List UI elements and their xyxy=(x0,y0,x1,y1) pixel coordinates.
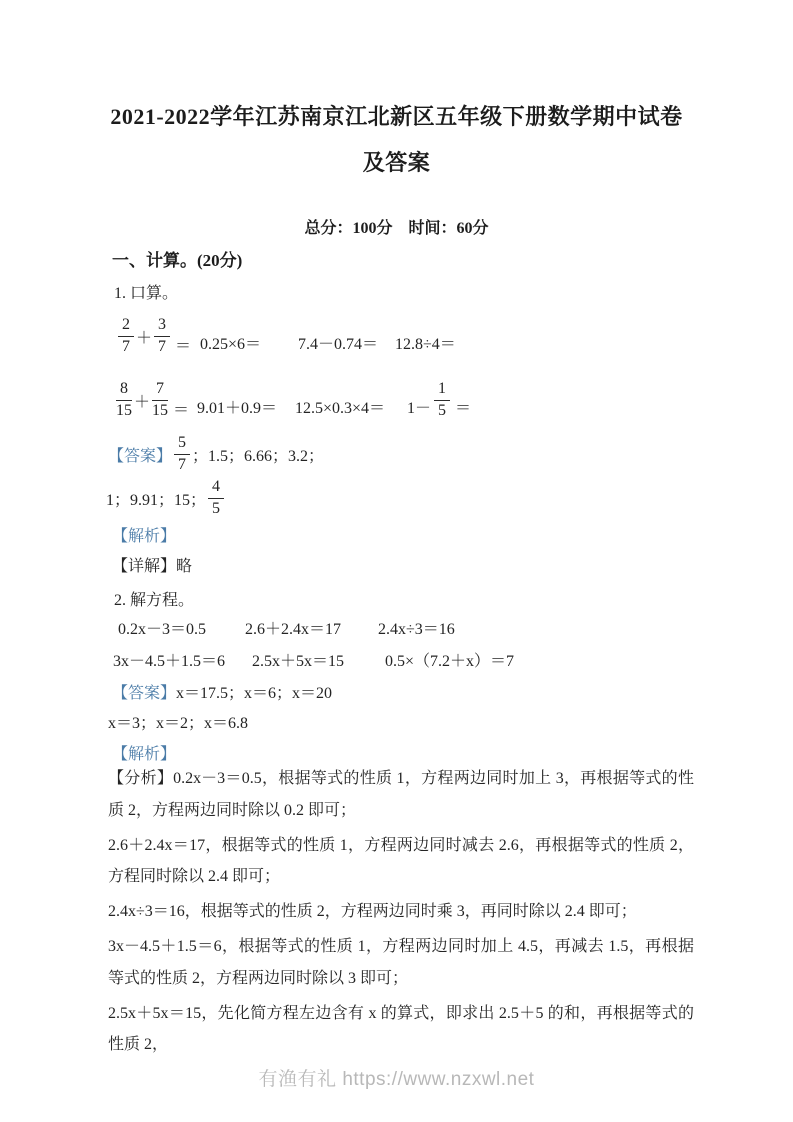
fraction-numerator: 5 xyxy=(174,434,190,454)
fraction-denominator: 5 xyxy=(212,499,221,517)
fraction-numerator: 2 xyxy=(118,316,134,336)
fraction-numerator: 7 xyxy=(152,380,168,400)
question-1-label: 1. 口算。 xyxy=(114,285,179,302)
fraction-denominator: 7 xyxy=(122,337,130,355)
fraction xyxy=(208,478,224,518)
q1-answer-line-1 xyxy=(108,430,728,478)
fraction xyxy=(116,380,132,420)
q1-answer-line-2 xyxy=(106,474,726,522)
oral-calc-item: 9.01＋0.9＝ xyxy=(197,400,278,417)
oral-calc-item: 0.25×6＝ xyxy=(200,336,262,353)
fraction-denominator: 15 xyxy=(116,401,132,419)
analysis-paragraph xyxy=(108,763,694,826)
equation: 0.2x－3＝0.5 xyxy=(118,621,207,638)
fraction-expression-2-7-plus-3-7 xyxy=(118,316,191,356)
minuend-and-minus: 1－ xyxy=(407,400,432,417)
analysis-block xyxy=(108,763,694,1064)
fraction xyxy=(152,380,168,420)
fraction-numerator: 4 xyxy=(208,478,224,498)
site-watermark: 有渔有礼 https://www.nzxwl.net xyxy=(258,1069,535,1090)
jiexi-label: 【解析】 xyxy=(112,746,177,763)
fraction-denominator: 15 xyxy=(152,401,169,419)
oral-calc-item-1-minus-1-5 xyxy=(407,380,471,420)
fraction xyxy=(434,380,450,420)
q2-answer-line-2: x＝3；x＝2；x＝6.8 xyxy=(108,715,249,732)
oral-calc-item: 12.8÷4＝ xyxy=(395,336,456,353)
analysis-paragraph: 2.5x＋5x＝15，先化简方程左边含有 x 的算式，即求出 2.5＋5 的和，再根据等式的性质 2， xyxy=(108,1004,694,1053)
oral-calc-item: 7.4－0.74＝ xyxy=(298,336,379,353)
answer-values: 1；9.91；15； xyxy=(106,491,207,509)
score-time-line: 总分：100分 时间：60分 xyxy=(304,220,489,237)
fraction-denominator: 5 xyxy=(438,401,447,419)
q2-answer-line-1 xyxy=(112,680,332,703)
analysis-paragraph: 3x－4.5＋1.5＝6，根据等式的性质 1，方程两边同时加上 4.5，再减去 1.5，再根据等式的性质 2，方程两边同时除以 3 即可； xyxy=(108,938,694,987)
equation-row-1 xyxy=(108,616,728,638)
equation: 2.6＋2.4x＝17 xyxy=(245,621,342,638)
fraction-denominator: 7 xyxy=(178,455,187,473)
equals-sign: ＝ xyxy=(455,400,472,417)
document-title-line-1: 2021-2022学年江苏南京江北新区五年级下册数学期中试卷 xyxy=(110,104,683,129)
oral-calc-item: 12.5×0.3×4＝ xyxy=(295,400,386,417)
equation-row-2 xyxy=(108,648,728,670)
fraction xyxy=(154,316,170,356)
analysis-paragraph: 2.6＋2.4x＝17，根据等式的性质 1，方程两边同时减去 2.6，再根据等式的性质 2，方程同时除以 2.4 即可； xyxy=(108,836,694,885)
answer-values: ；1.5；6.66；3.2； xyxy=(192,447,325,465)
fraction-denominator: 7 xyxy=(158,337,167,355)
answer-label: 【答案】 xyxy=(108,447,173,465)
equation: 2.4x÷3＝16 xyxy=(378,621,455,638)
fraction-numerator: 1 xyxy=(434,380,450,400)
fraction xyxy=(174,434,190,474)
equation: 2.5x＋5x＝15 xyxy=(252,653,345,670)
fraction-numerator: 8 xyxy=(116,380,132,400)
analysis-paragraph: 2.4x÷3＝16，根据等式的性质 2，方程两边同时乘 3，再同时除以 2.4 即可； xyxy=(108,903,637,920)
equals-sign: ＝ xyxy=(175,338,192,355)
fenxi-label: 【分析】 xyxy=(108,770,174,787)
section-1-heading: 一、计算。(20分) xyxy=(112,251,243,270)
fraction xyxy=(118,316,134,356)
fraction-expression-8-15-plus-7-15 xyxy=(116,380,189,420)
plus-operator: ＋ xyxy=(134,393,151,411)
question-2-label: 2. 解方程。 xyxy=(114,592,195,609)
equals-sign: ＝ xyxy=(173,402,190,419)
plus-operator: ＋ xyxy=(136,329,153,347)
oral-calc-row-2 xyxy=(108,372,708,420)
equation: 3x－4.5＋1.5＝6 xyxy=(113,653,226,670)
answer-label: 【答案】 xyxy=(112,685,177,702)
fraction-group xyxy=(118,316,170,356)
document-title-line-2: 及答案 xyxy=(362,150,431,175)
jiexi-label: 【解析】 xyxy=(112,528,177,545)
oral-calc-row-1 xyxy=(108,308,708,356)
fraction-numerator: 3 xyxy=(154,316,170,336)
fraction-group xyxy=(116,380,168,420)
answer-values: x＝17.5；x＝6；x＝20 xyxy=(176,685,333,702)
equation: 0.5×（7.2＋x）＝7 xyxy=(385,653,515,670)
xiangjie-line: 【详解】略 xyxy=(112,558,193,575)
analysis-text: 0.2x－3＝0.5，根据等式的性质 1，方程两边同时加上 3，再根据等式的性质 2，方程两边同时除以 0.2 即可； xyxy=(108,770,694,819)
